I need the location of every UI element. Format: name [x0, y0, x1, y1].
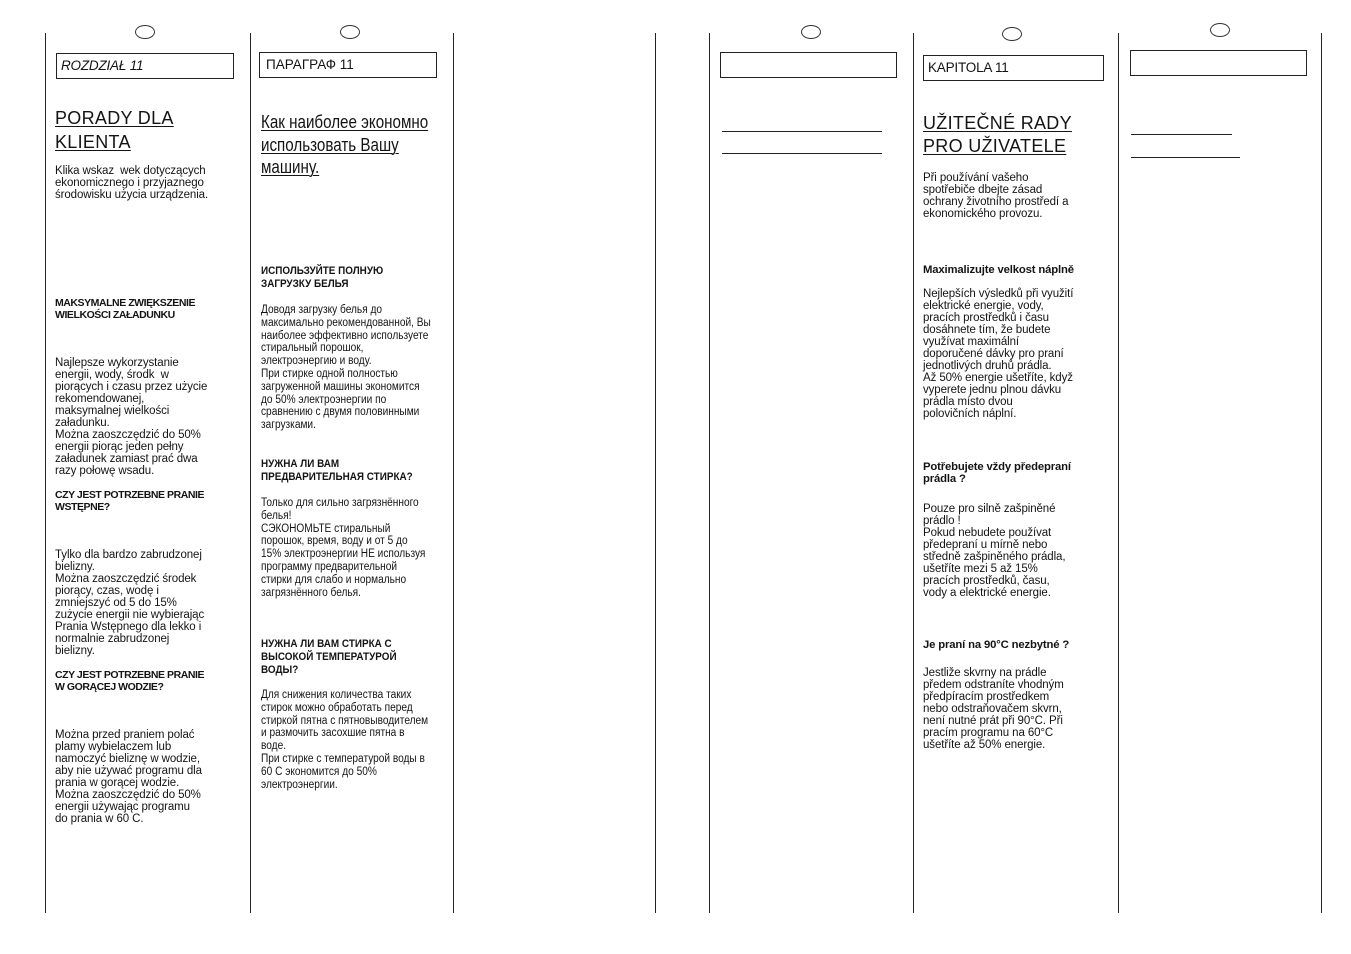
column-divider [453, 33, 454, 913]
column-divider [250, 33, 251, 913]
polish-chapter-box [56, 53, 234, 79]
russian-section-1-heading: ИСПОЛЬЗУЙТЕ ПОЛНУЮ ЗАГРУЗКУ БЕЛЬЯ [261, 265, 384, 290]
czech-chapter-box [923, 55, 1104, 81]
russian-section-title: Как наиболее экономно использовать Вашу машину. [261, 111, 429, 177]
czech-section-3-body: Jestliže skvrny na prádle předem odstraníte vhodným předpíracím prostředkem nebo odstraňovačem skvrn, není nutné prát při 90°C. Při pracím programu na 60°C ušetříte až 50% energie. [923, 667, 1064, 751]
polish-section-3-heading: CZY JEST POTRZEBNE PRANIE W GORĄCEJ WODZIE? [55, 669, 204, 693]
column-divider [709, 33, 710, 913]
language-marker-circle [135, 25, 155, 39]
czech-section-2-body: Pouze pro silně zašpiněné prádlo ! Pokud nebudete používat předepraní u mírně nebo středně zašpiněného prádla, ušetříte mezi 5 až 15% pracích prostředků, času, vody a elektrické energie. [923, 503, 1066, 599]
czech-section-2-heading: Potřebujete vždy předepraní prádla ? [923, 461, 1071, 485]
russian-chapter-box [259, 52, 437, 78]
russian-section-3-heading: НУЖНА ЛИ ВАМ СТИРКА С ВЫСОКОЙ ТЕМПЕРАТУРОЙ ВОДЫ? [261, 638, 397, 676]
title-placeholder-rule [1131, 134, 1232, 135]
russian-section-3-body: Для снижения количества таких стирок можно обработать перед стиркой пятна с пятновыводителем и размочить засохшие пятна в воде. При стирке с температурой воды в 60 С экономится до 50% электроэнергии. [261, 689, 429, 791]
polish-section-3-body: Można przed praniem polać plamy wybielaczem lub namoczyć bieliznę w wodzie, aby nie używać programu dla prania w gorącej wodzie. Można zaoszczędzić do 50% energii używając programu do prania w 60 C. [55, 729, 202, 825]
language-marker-circle [1002, 27, 1022, 41]
language-marker-circle [1210, 23, 1230, 37]
column-divider [1321, 33, 1322, 913]
polish-intro: Klika wskaz wek dotyczących ekonomicznego i przyjaznego środowisku użycia urządzenia. [55, 165, 209, 201]
title-placeholder-rule [1131, 157, 1240, 158]
polish-section-1-body: Najlepsze wykorzystanie energii, wody, środk w piorących i czasu przez użycie rekomendowanej, maksymalnej wielkości załadunku. Można zaoszczędzić do 50% energii piorąc jeden pełny załadunek zamiast prać dwa razy połowę wsadu. [55, 357, 208, 477]
polish-section-2-heading: CZY JEST POTRZEBNE PRANIE WSTĘPNE? [55, 489, 204, 513]
czech-section-title: UŽITEČNÉ RADY PRO UŽIVATELE [923, 113, 1072, 156]
polish-section-2-body: Tylko dla bardzo zabrudzonej bielizny. Można zaoszczędzić środek piorący, czas, wodę i zmniejszyć od 5 do 15% zużycie energii nie wybierając Prania Wstępnego dla lekko i normalnie zabrudzonej bielizny. [55, 549, 205, 657]
czech-section-3-heading: Je praní na 90°C nezbytné ? [923, 639, 1070, 651]
polish-section-3 [55, 634, 204, 843]
polish-section-1-heading: MAKSYMALNE ZWIĘKSZENIE WIELKOŚCI ZAŁADUNKU [55, 297, 196, 321]
russian-section-2-heading: НУЖНА ЛИ ВАМ ПРЕДВАРИТЕЛЬНАЯ СТИРКА? [261, 458, 413, 483]
czech-chapter-label: KAPITOLA 11 [928, 60, 1009, 75]
column-divider [45, 33, 46, 913]
column-divider [913, 33, 914, 913]
title-placeholder-rule [722, 153, 882, 154]
column-divider [1118, 33, 1119, 913]
empty-chapter-box [1130, 50, 1307, 76]
language-marker-circle [801, 25, 821, 39]
russian-section-2-body: Только для сильно загрязнённого белья! СЭКОНОМЬТЕ стиральный порошок, время, воду и от 5 до 15% электроэнергии НЕ используя программу предварительной стирки для слабо и нормально загрязнённого белья. [261, 497, 426, 599]
russian-chapter-label: ПАРАГРАФ 11 [266, 57, 354, 72]
czech-section-1-body: Nejlepších výsledků při využití elektrické energie, vody, pracích prostředků i času dosáhnete tím, že budete využívat maximální doporučené dávky pro praní jednotlivých druhů prádla. Až 50% energie ušetříte, když vyperete jednu plnou dávku prádla místo dvou polovičních náplní. [923, 288, 1074, 420]
title-placeholder-rule [722, 131, 882, 132]
polish-chapter-label: ROZDZIAŁ 11 [61, 58, 144, 73]
polish-section-title: PORADY DLA KLIENTA [55, 108, 174, 152]
czech-section-1-heading: Maximalizujte velkost náplně [923, 264, 1074, 276]
column-divider [655, 33, 656, 913]
russian-section-1-body: Доводя загрузку белья до максимально рекомендованной, Вы наиболее эффективно используете стиральный порошок, электроэнергию и воду. При стирке одной полностью загруженной машины экономится до 50% электроэнергии по сравнению с двумя половинными загрузками. [261, 304, 431, 432]
czech-intro: Při používání vašeho spotřebiče dbejte zásad ochrany životního prostředí a ekonomického provozu. [923, 172, 1069, 220]
empty-chapter-box [720, 52, 897, 78]
language-marker-circle [340, 25, 360, 39]
